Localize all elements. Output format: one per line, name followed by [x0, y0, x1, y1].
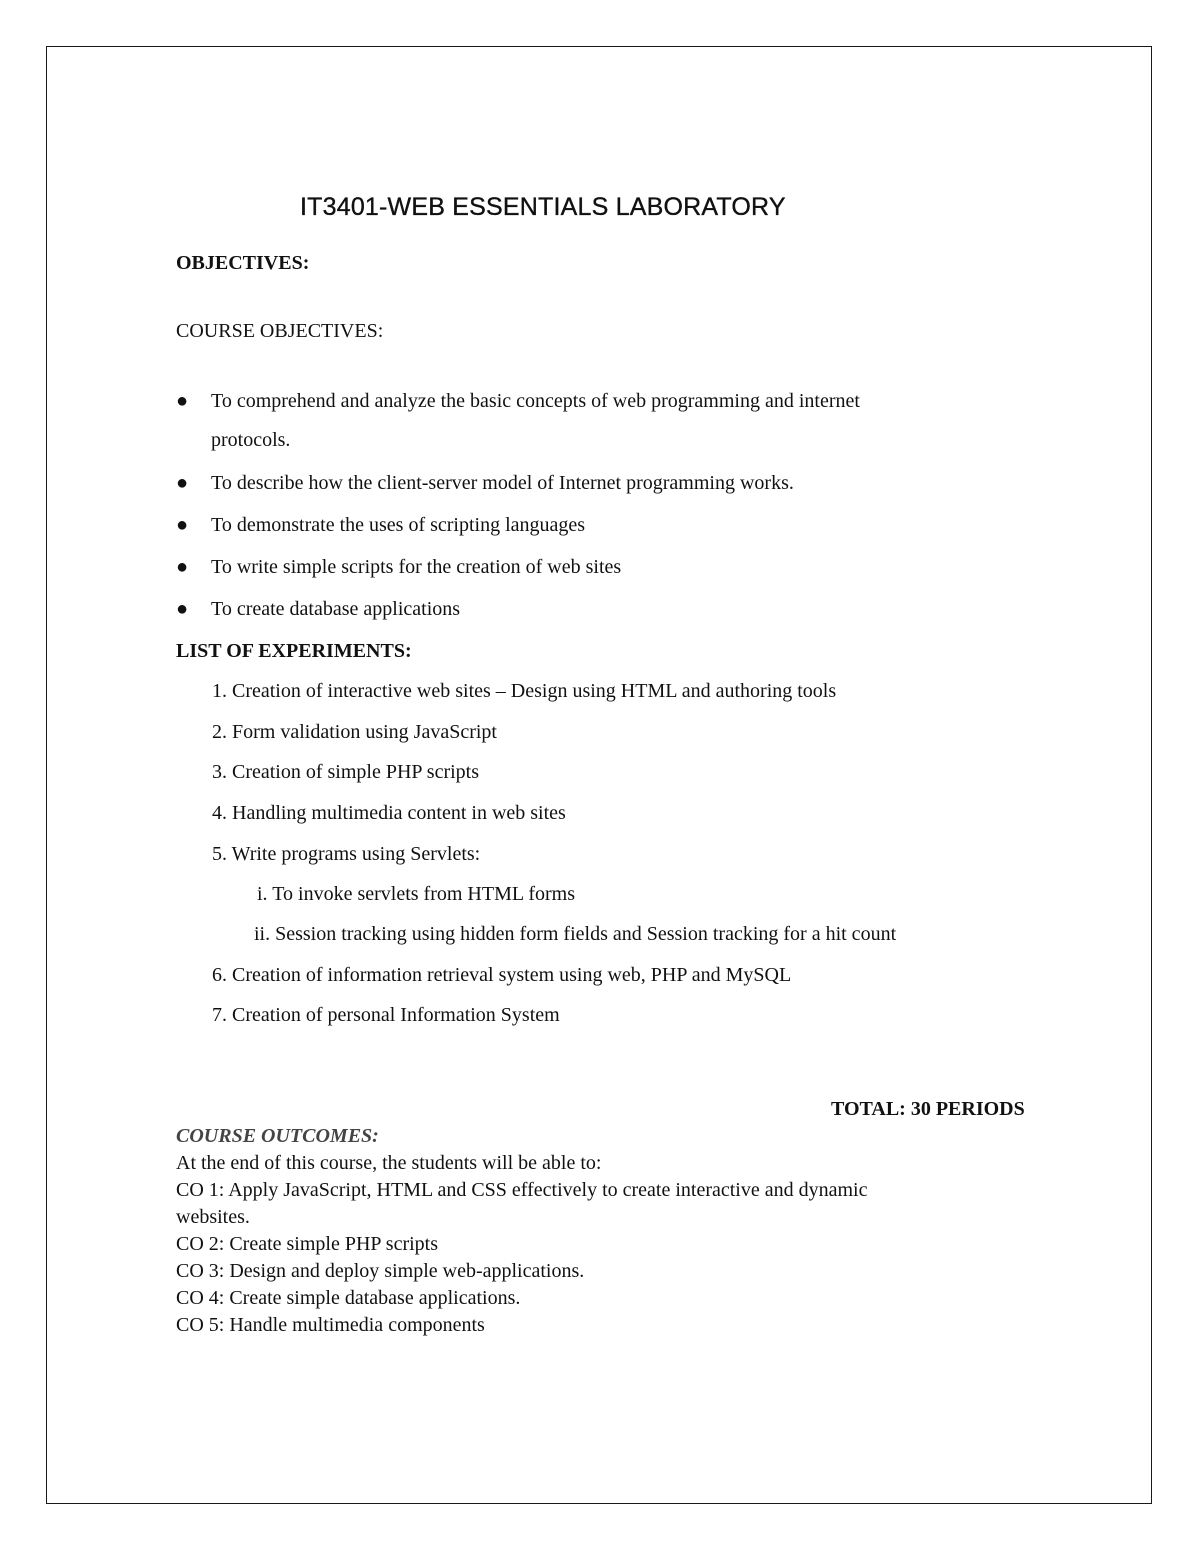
experiment-item: 5. Write programs using Servlets: — [212, 843, 481, 865]
objective-text: To describe how the client-server model of Internet programming works. — [211, 472, 794, 494]
experiment-item: 6. Creation of information retrieval system using web, PHP and MySQL — [212, 964, 792, 986]
outcome-item: CO 1: Apply JavaScript, HTML and CSS effectively to create interactive and dynamic — [176, 1179, 868, 1201]
outcome-item: CO 5: Handle multimedia components — [176, 1314, 485, 1336]
objective-text: To create database applications — [211, 598, 461, 620]
objective-text: To write simple scripts for the creation of web sites — [211, 556, 622, 578]
outcomes-intro: At the end of this course, the students will be able to: — [176, 1152, 602, 1174]
bullet-icon: ● — [176, 514, 189, 536]
objective-text: To demonstrate the uses of scripting languages — [211, 514, 586, 536]
experiment-item: 4. Handling multimedia content in web sites — [212, 802, 566, 824]
outcome-item: CO 2: Create simple PHP scripts — [176, 1233, 439, 1255]
objectives-heading: OBJECTIVES: — [176, 252, 310, 274]
bullet-icon: ● — [176, 390, 189, 412]
total-periods: TOTAL: 30 PERIODS — [831, 1098, 1025, 1120]
course-objectives-heading: COURSE OBJECTIVES: — [176, 320, 384, 342]
experiment-item: 7. Creation of personal Information System — [212, 1004, 560, 1026]
course-outcomes-heading: COURSE OUTCOMES: — [176, 1125, 379, 1147]
experiment-item: 1. Creation of interactive web sites – Design using HTML and authoring tools — [212, 680, 837, 702]
bullet-icon: ● — [176, 598, 189, 620]
objective-text: protocols. — [211, 429, 291, 451]
document-title: IT3401-WEB ESSENTIALS LABORATORY — [300, 193, 786, 221]
outcome-item: CO 3: Design and deploy simple web-applications. — [176, 1260, 585, 1282]
experiment-item: 3. Creation of simple PHP scripts — [212, 761, 480, 783]
experiments-heading: LIST OF EXPERIMENTS: — [176, 640, 412, 662]
objective-text: To comprehend and analyze the basic concepts of web programming and internet — [211, 390, 860, 412]
outcome-item-continuation: websites. — [176, 1206, 250, 1228]
bullet-icon: ● — [176, 556, 189, 578]
bullet-icon: ● — [176, 472, 189, 494]
servlet-subitem: i. To invoke servlets from HTML forms — [257, 883, 575, 905]
outcome-item: CO 4: Create simple database applications. — [176, 1287, 521, 1309]
servlet-subitem: ii. Session tracking using hidden form fields and Session tracking for a hit count — [254, 923, 897, 945]
experiment-item: 2. Form validation using JavaScript — [212, 721, 497, 743]
